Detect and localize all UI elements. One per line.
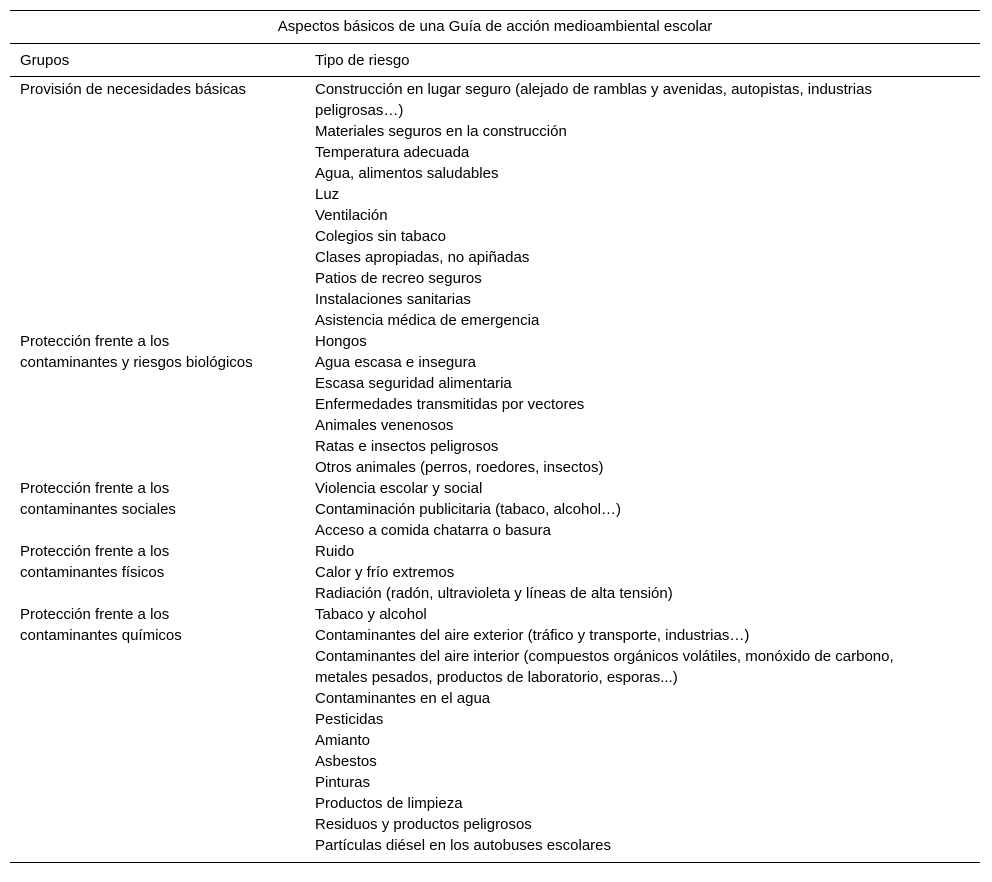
risk-item: Calor y frío extremos bbox=[315, 564, 455, 581]
group-label-line: contaminantes y riesgos biológicos bbox=[20, 354, 253, 371]
table-row bbox=[10, 331, 980, 478]
risk-item: Agua, alimentos saludables bbox=[315, 165, 499, 182]
risk-item: Construcción en lugar seguro (alejado de ramblas y avenidas, autopistas, industrias bbox=[315, 81, 872, 98]
risk-item: Animales venenosos bbox=[315, 417, 454, 434]
table-caption: Aspectos básicos de una Guía de acción medioambiental escolar bbox=[277, 18, 713, 35]
risk-item: Materiales seguros en la construcción bbox=[315, 123, 567, 140]
risk-item: Asbestos bbox=[315, 753, 377, 770]
risk-item: Pesticidas bbox=[315, 711, 384, 728]
group-label-line: Protección frente a los bbox=[20, 480, 170, 497]
risk-item: Pinturas bbox=[315, 774, 371, 791]
risk-item: Escasa seguridad alimentaria bbox=[315, 375, 512, 392]
risk-item: Productos de limpieza bbox=[315, 795, 463, 812]
risk-item: Amianto bbox=[315, 732, 371, 749]
risk-item: Colegios sin tabaco bbox=[315, 228, 446, 245]
group-cell bbox=[10, 541, 305, 604]
table-row bbox=[10, 478, 980, 541]
risk-item: Radiación (radón, ultravioleta y líneas de alta tensión) bbox=[315, 585, 673, 602]
group-cell bbox=[10, 604, 305, 856]
table-row bbox=[10, 541, 980, 604]
risk-item: Contaminantes en el agua bbox=[315, 690, 491, 707]
group-cell bbox=[10, 79, 305, 331]
risk-item: Luz bbox=[315, 186, 340, 203]
risk-item: Agua escasa e insegura bbox=[315, 354, 476, 371]
group-label-line: contaminantes físicos bbox=[20, 564, 165, 581]
table-row bbox=[10, 604, 980, 856]
environmental-guide-table bbox=[10, 10, 980, 863]
bottom-rule bbox=[10, 862, 980, 863]
group-label-line: Protección frente a los bbox=[20, 333, 170, 350]
risk-item: Ratas e insectos peligrosos bbox=[315, 438, 499, 455]
risk-item: Instalaciones sanitarias bbox=[315, 291, 471, 308]
table-header-row bbox=[10, 44, 980, 76]
risk-item: Asistencia médica de emergencia bbox=[315, 312, 540, 329]
risk-item: Contaminación publicitaria (tabaco, alcohol…) bbox=[315, 501, 621, 518]
risk-cell bbox=[305, 79, 980, 331]
risk-cell bbox=[305, 331, 980, 478]
risk-item: Otros animales (perros, roedores, insectos) bbox=[315, 459, 604, 476]
group-cell bbox=[10, 331, 305, 478]
risk-item: metales pesados, productos de laboratorio, esporas...) bbox=[315, 669, 678, 686]
risk-item: peligrosas…) bbox=[315, 102, 404, 119]
risk-item: Clases apropiadas, no apiñadas bbox=[315, 249, 530, 266]
risk-item: Hongos bbox=[315, 333, 367, 350]
table-row bbox=[10, 79, 980, 331]
risk-item: Enfermedades transmitidas por vectores bbox=[315, 396, 585, 413]
header-groups: Grupos bbox=[20, 51, 70, 69]
table-body bbox=[10, 77, 980, 862]
risk-item: Contaminantes del aire exterior (tráfico y transporte, industrias…) bbox=[315, 627, 750, 644]
group-label-line: Protección frente a los bbox=[20, 543, 170, 560]
risk-cell bbox=[305, 604, 980, 856]
group-label-line: contaminantes sociales bbox=[20, 501, 176, 518]
group-label-line: Provisión de necesidades básicas bbox=[20, 81, 246, 98]
group-label-line: Protección frente a los bbox=[20, 606, 170, 623]
risk-item: Temperatura adecuada bbox=[315, 144, 470, 161]
group-cell bbox=[10, 478, 305, 541]
group-label-line: contaminantes químicos bbox=[20, 627, 182, 644]
risk-item: Contaminantes del aire interior (compuestos orgánicos volátiles, monóxido de carbono, bbox=[315, 648, 894, 665]
risk-item: Acceso a comida chatarra o basura bbox=[315, 522, 551, 539]
risk-item: Ventilación bbox=[315, 207, 388, 224]
risk-item: Ruido bbox=[315, 543, 355, 560]
header-risk-type: Tipo de riesgo bbox=[315, 51, 410, 69]
risk-item: Violencia escolar y social bbox=[315, 480, 483, 497]
risk-item: Residuos y productos peligrosos bbox=[315, 816, 532, 833]
risk-item: Patios de recreo seguros bbox=[315, 270, 482, 287]
risk-cell bbox=[305, 478, 980, 541]
risk-cell bbox=[305, 541, 980, 604]
risk-item: Partículas diésel en los autobuses escolares bbox=[315, 837, 612, 854]
risk-item: Tabaco y alcohol bbox=[315, 606, 427, 623]
